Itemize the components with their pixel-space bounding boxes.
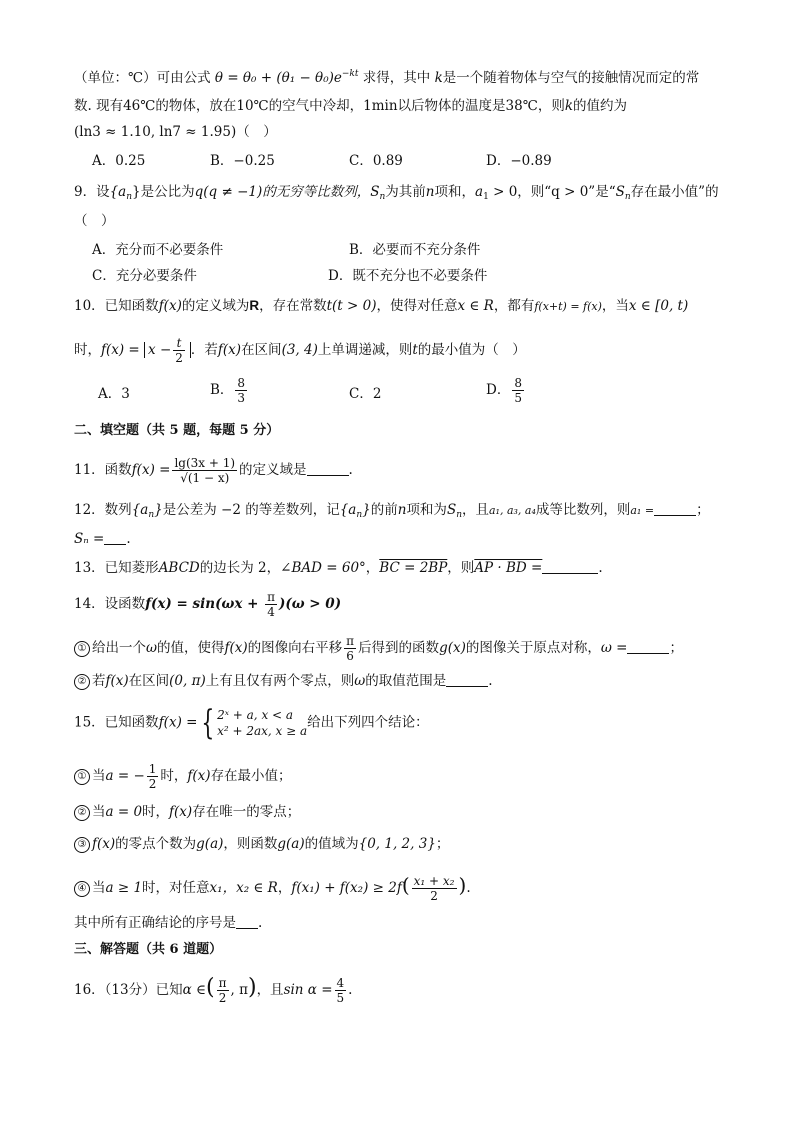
q14-stem: 14．设函数f(x) = sin(ωx + $\frac{\pi}{4}$ )(ω > 0) — [74, 590, 342, 619]
q14-omega-blank — [627, 639, 669, 654]
q8-option-c: C．0.89 — [349, 153, 403, 169]
q11: 11．函数f(x) = $\frac{\lg(3x + 1)}{√(1 - x)}$ 的定义域是 . — [74, 456, 353, 485]
q10-line1: 10．已知函数f(x)的定义域为R，存在常数t(t > 0)，使得对任意x ∈ R，都有f(x+t) = f(x)，当x ∈ [0, t) — [74, 298, 689, 314]
q12-a1-blank — [654, 501, 696, 516]
q15-final: 其中所有正确结论的序号是 . — [74, 915, 263, 931]
q10-option-a: A．3 — [98, 386, 130, 402]
q9-line2: （ ） — [74, 213, 115, 229]
cooling-formula: θ = θ₀ + (θ₁ − θ₀)e — [214, 70, 342, 86]
q16: 16．（13分）已知α ∈( $\frac{\pi}{2}$ , π)，且sin α = $\frac{4}{5}$ . — [74, 975, 353, 1005]
q10-line2: 时，f(x) = x − $\frac{t}{2}$ ．若f(x)在区间(3, 4)上单调递减，则t的最小值为（ ） — [74, 336, 526, 365]
q14-range-blank — [446, 672, 488, 687]
q8-option-b: B．−0.25 — [210, 153, 275, 169]
q9-option-a: A．充分而不必要条件 — [92, 242, 224, 258]
q14-part1: ① 给出一个ω的值，使得f(x)的图像向右平移 $\frac{\pi}{6}$ 后得到的函数g(x)的图像关于原点对称，ω = ； — [74, 634, 683, 663]
q12-line1: 12．数列$\{a_n\}$是公差为 −2 的等差数列，记$\{a_n\}$的前n项和为$S_n$，且a₁, a₃, a₄成等比数列，则a₁ = ； — [74, 502, 710, 520]
q15-conclusion-3: ③ f(x)的零点个数为g(a)，则函数g(a)的值域为{0, 1, 2, 3}； — [74, 834, 449, 854]
q15-conclusion-1: ① 当a = − $\frac{1}{2}$ 时，f(x)存在最小值； — [74, 762, 292, 791]
q10-option-b: B． $\frac{8}{3}$ — [210, 376, 246, 405]
q12-sn-blank — [104, 530, 126, 545]
q15-conclusion-4: ④ 当a ≥ 1时，对任意x₁，x₂ ∈ R，f(x₁) + f(x₂) ≥ 2f( $\frac{\text{x₁ + x₂}}{2}$ ). — [74, 874, 471, 903]
section-fill-in-heading: 二、填空题（共 5 题，每题 5 分） — [74, 423, 280, 438]
q8-option-d: D．−0.89 — [486, 153, 552, 169]
q8-line3: (ln3 ≈ 1.10, ln7 ≈ 1.95)（ ） — [74, 124, 277, 140]
q13-answer-blank — [542, 559, 598, 574]
q12-line2: Sₙ = . — [74, 531, 131, 547]
q9-line1: 9．设$\{a_n\}$是公比为q(q ≠ −1)的无穷等比数列，$S_n$为其前n项和，$a_1 > 0$，则“q > 0”是“$S_n$存在最小值”的 — [74, 184, 719, 202]
q10-option-c: C．2 — [349, 386, 382, 402]
q15-stem: 15．已知函数f(x) = { 2ˣ + a, x < a x² + 2ax, x ≥ a 给出下列四个结论： — [74, 703, 429, 743]
q9-option-c: C．充分必要条件 — [92, 268, 197, 284]
q9-option-b: B．必要而不充分条件 — [349, 242, 481, 258]
q8-line1: （单位：℃）可由公式 $\theta = \theta_0 + (\theta_1 - \theta_0)e^{-kt}$ 求得，其中 k是一个随着物体与空气的接触情况而定的常 — [74, 69, 700, 86]
q13: 13．已知菱形ABCD的边长为 2，∠BAD = 60°，BC = 2BP，则AP · BD = . — [74, 560, 603, 576]
q11-answer-blank — [307, 461, 349, 476]
q9-option-d: D．既不充分也不必要条件 — [328, 268, 488, 284]
q15-answer-blank — [236, 914, 258, 929]
q8-line2: 数. 现有46℃的物体，放在10℃的空气中冷却，1min以后物体的温度是38℃，则k的值约为 — [74, 98, 628, 114]
q8-option-a: A．0.25 — [92, 153, 146, 169]
q10-option-d: D． $\frac{8}{5}$ — [486, 376, 522, 405]
q15-conclusion-2: ② 当a = 0时，f(x)存在唯一的零点； — [74, 802, 300, 822]
section-solution-heading: 三、解答题（共 6 道题） — [74, 942, 223, 957]
q14-part2: ② 若f(x)在区间(0, π)上有且仅有两个零点，则ω的取值范围是 . — [74, 671, 493, 691]
